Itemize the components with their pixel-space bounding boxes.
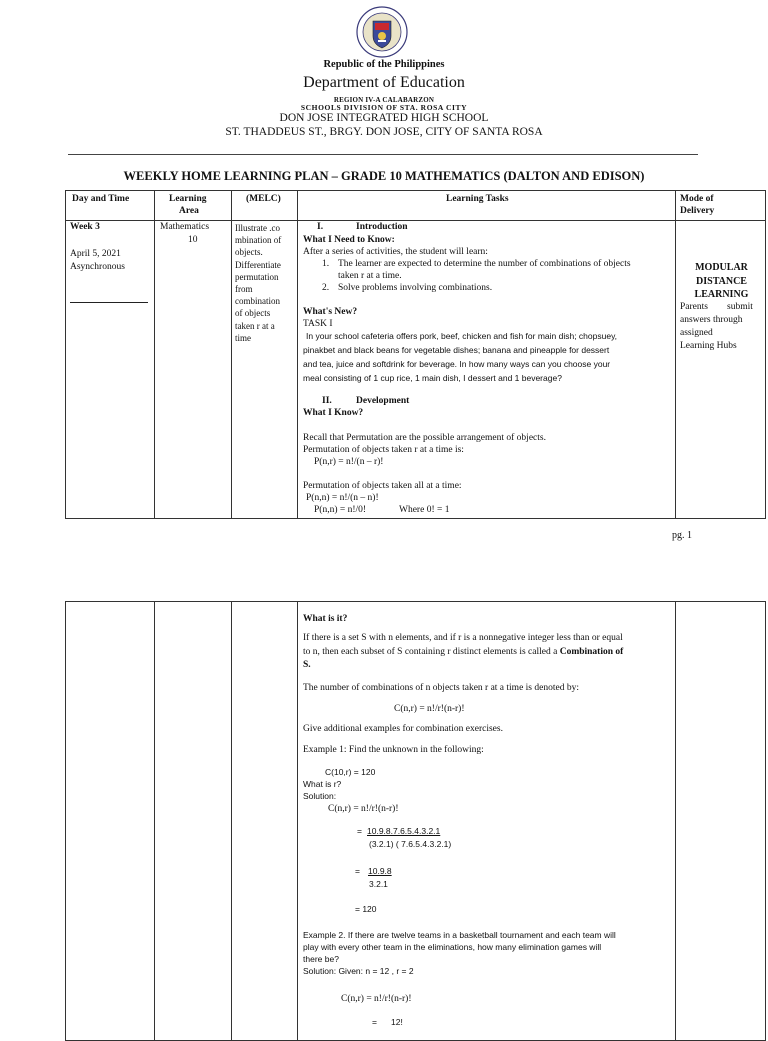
example-1-question: What is r? <box>303 779 342 789</box>
example-1-equals-1: = <box>357 826 362 836</box>
perm-r-text: Permutation of objects taken r at a time is: <box>303 445 464 455</box>
date-label: April 5, 2021 <box>70 249 121 259</box>
learning-area-grade: 10 <box>188 235 198 245</box>
task-line-4: meal consisting of 1 cup rice, 1 main dish, I dessert and 1 beverage? <box>303 373 562 383</box>
definition-line-1: If there is a set S with n elements, and if r is a nonnegative integer less than or equal <box>303 633 623 643</box>
example-2-formula: C(n,r) = n!/r!(n-r)! <box>341 994 412 1004</box>
header-divider <box>68 154 698 155</box>
what-i-know-heading: What I Know? <box>303 408 364 418</box>
need-to-know-heading: What I Need to Know: <box>303 235 395 245</box>
example-1-given: C(10,r) = 120 <box>325 767 376 777</box>
after-series-text: After a series of activities, the student will learn: <box>303 247 488 257</box>
perm-all-text: Permutation of objects taken all at a time: <box>303 481 462 491</box>
header-learning-area-1: Learning <box>169 194 207 204</box>
deped-seal-logo <box>356 6 408 58</box>
division-heading: SCHOOLS DIVISION OF STA. ROSA CITY <box>300 103 468 112</box>
additional-examples-text: Give additional examples for combination exercises. <box>303 724 503 734</box>
signature-line <box>70 302 148 303</box>
formula-perm-r: P(n,r) = n!/(n – r)! <box>314 457 384 467</box>
example-1-numerator-2: 10.9.8 <box>368 866 392 876</box>
section-1-title: Introduction <box>356 222 408 232</box>
recall-text: Recall that Permutation are the possible arrangement of objects. <box>303 433 546 443</box>
task-label: TASK I <box>303 319 333 329</box>
example-2-line-1: Example 2. If there are twelve teams in a basketball tournament and each team will <box>303 930 616 940</box>
formula-perm-all: P(n,n) = n!/(n – n)! <box>306 493 379 503</box>
week-label: Week 3 <box>70 222 100 232</box>
sync-label: Asynchronous <box>70 262 125 272</box>
header-mode-1: Mode of <box>680 194 714 204</box>
page-number: pg. 1 <box>672 530 692 541</box>
objective-1-number: 1. <box>322 259 330 269</box>
objective-2-number: 2. <box>322 283 330 293</box>
objective-1-text: The learner are expected to determine the number of combinations of objects <box>338 259 631 269</box>
section-1-number: I. <box>317 222 324 232</box>
task-line-1: In your school cafeteria offers pork, beef, chicken and fish for main dish; chopsuey, <box>306 331 618 341</box>
section-2-number: II. <box>322 396 332 406</box>
parents-text-1b: submit <box>727 302 753 312</box>
region-heading: REGION IV-A CALABARZON <box>333 96 435 104</box>
header-learning-tasks: Learning Tasks <box>446 194 509 204</box>
combination-formula: C(n,r) = n!/r!(n-r)! <box>394 704 465 714</box>
example-1-equals-2: = <box>355 866 360 876</box>
task-line-2: pinakbet and black beans for vegetable dishes; banana and pineapple for dessert <box>303 345 610 355</box>
example-2-numerator: 12! <box>391 1017 403 1027</box>
zero-factorial-note: Where 0! = 1 <box>399 505 450 515</box>
header-melc: (MELC) <box>246 194 281 204</box>
learning-area-subject: Mathematics <box>160 222 210 232</box>
example-1-denominator: (3.2.1) ( 7.6.5.4.3.2.1) <box>369 839 452 849</box>
mode-of-delivery-text: MODULAR DISTANCE LEARNING <box>694 262 749 300</box>
parents-text-4: Learning Hubs <box>680 341 737 351</box>
header-learning-area-2: Area <box>179 206 199 216</box>
department-heading: Department of Education <box>303 74 465 91</box>
school-address: ST. THADDEUS ST., BRGY. DON JOSE, CITY OF SANTA ROSA <box>225 126 543 138</box>
parents-text-2: answers through <box>680 315 743 325</box>
example-2-line-2: play with every other team in the eliminations, how many elimination games will <box>303 942 602 952</box>
objective-1-text-cont: taken r at a time. <box>338 271 402 281</box>
school-name: DON JOSE INTEGRATED HIGH SCHOOL <box>279 112 489 124</box>
example-1-heading: Example 1: Find the unknown in the following: <box>303 745 484 755</box>
what-is-it-heading: What is it? <box>303 614 348 624</box>
definition-line-2: to n, then each subset of S containing r distinct elements is called a Combination of <box>303 647 624 657</box>
example-2-line-3: there be? <box>303 954 339 964</box>
learning-plan-table-page-2 <box>65 601 766 1041</box>
example-1-numerator: 10.9.8.7.6.5.4.3.2.1 <box>367 826 441 836</box>
parents-text-3: assigned <box>680 328 713 338</box>
republic-heading: Republic of the Philippines <box>323 59 445 70</box>
formula-perm-zero: P(n,n) = n!/0! <box>314 505 367 515</box>
example-1-result: = 120 <box>355 904 377 914</box>
example-1-formula: C(n,r) = n!/r!(n-r)! <box>328 804 399 814</box>
task-line-3: and tea, juice and softdrink for beverage. In how many ways can you choose your <box>303 359 611 369</box>
example-2-solution: Solution: Given: n = 12 , r = 2 <box>303 966 414 976</box>
parents-text-1: Parents <box>680 302 708 312</box>
example-1-denominator-2: 3.2.1 <box>369 879 388 889</box>
melc-text: Illustrate .co mbination of objects. Differentiate permutation from combination of objects taken r at a time <box>235 223 282 343</box>
example-1-solution-label: Solution: <box>303 791 337 801</box>
header-day-time: Day and Time <box>72 194 130 204</box>
definition-line-3: S. <box>303 660 311 670</box>
example-2-equals: = <box>372 1017 377 1027</box>
learning-plan-table <box>65 190 766 519</box>
denoted-text: The number of combinations of n objects taken r at a time is denoted by: <box>303 683 579 693</box>
section-2-title: Development <box>356 396 410 406</box>
whats-new-heading: What's New? <box>303 307 358 317</box>
plan-title: WEEKLY HOME LEARNING PLAN – GRADE 10 MATHEMATICS (DALTON AND EDISON) <box>123 169 645 183</box>
objective-2-text: Solve problems involving combinations. <box>338 283 493 293</box>
header-mode-2: Delivery <box>680 206 715 216</box>
